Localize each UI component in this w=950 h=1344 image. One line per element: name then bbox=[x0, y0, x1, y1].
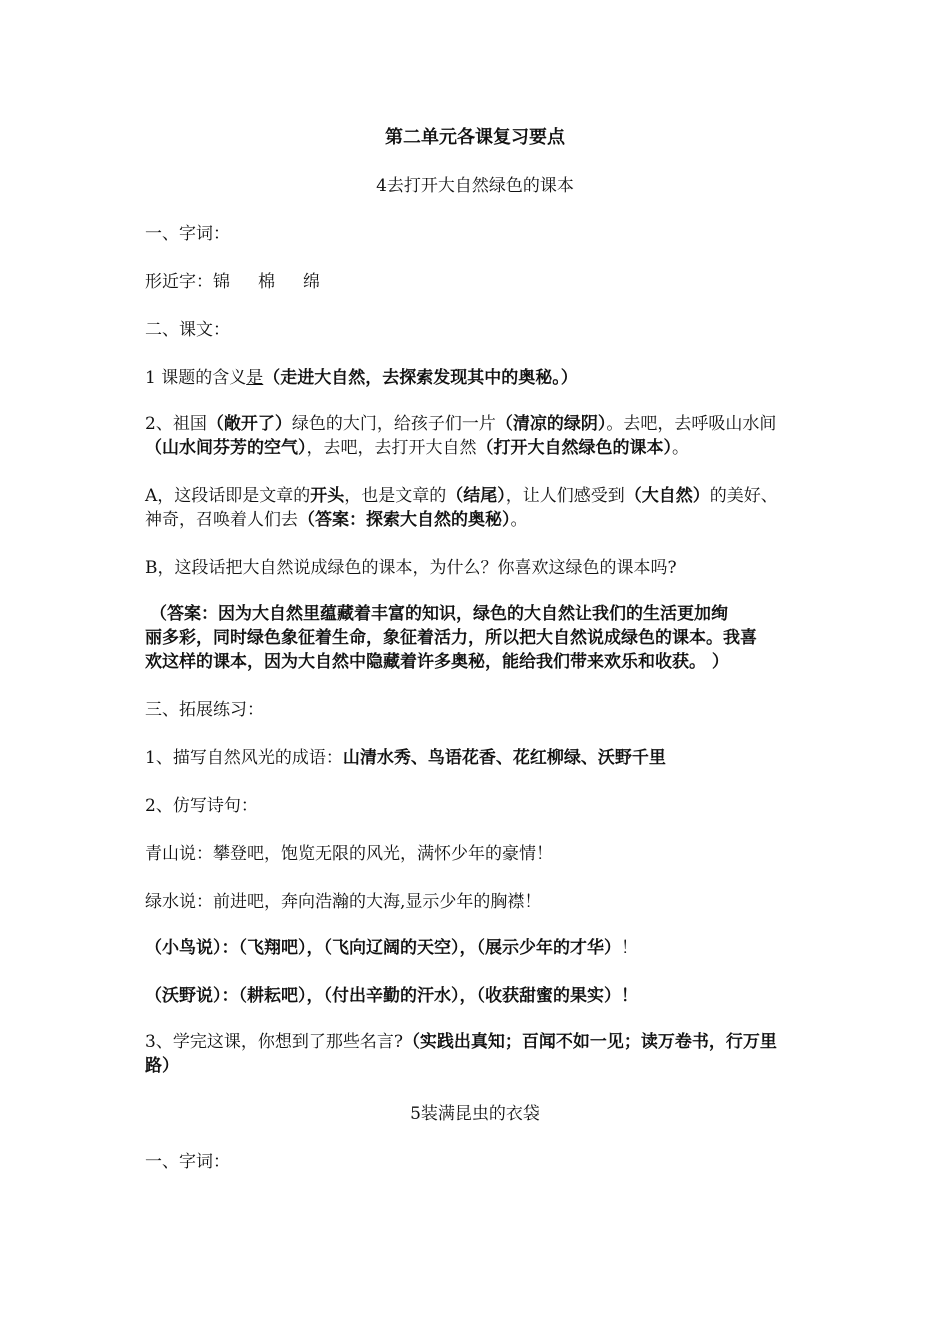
similar-character: 棉 bbox=[258, 272, 275, 292]
section-words-heading: 一、字词： bbox=[145, 224, 230, 244]
lesson4-heading: 4去打开大自然绿色的课本 bbox=[376, 176, 574, 196]
similar-characters-line bbox=[145, 270, 815, 294]
page-title: 第二单元各课复习要点 bbox=[385, 127, 565, 148]
paragraph-2-line-1 bbox=[145, 412, 815, 436]
text: ，让人们感受到 bbox=[505, 486, 625, 506]
answer-text: （打开大自然绿色的课本） bbox=[476, 438, 672, 458]
similar-characters-label: 形近字： bbox=[145, 272, 213, 292]
answer-text: （实践出真知；百闻不如一见；读万卷书，行万里 bbox=[402, 1032, 777, 1052]
text: ，去吧，去打开大自然 bbox=[306, 438, 477, 458]
text: 绿色的大门，给孩子们一片 bbox=[291, 414, 496, 434]
question-text: 1 课题的含义 bbox=[145, 368, 247, 388]
section-text-heading: 二、课文： bbox=[145, 320, 230, 340]
poem-line-3 bbox=[145, 936, 815, 960]
answer-text: （走进大自然，去探索发现其中的奥秘。） bbox=[263, 368, 578, 388]
section-practice-heading: 三、拓展练习： bbox=[145, 700, 264, 720]
imitation-heading: 2、仿写诗句： bbox=[145, 796, 258, 816]
answer-line-1: （答案：因为大自然里蕴藏着丰富的知识，绿色的大自然让我们的生活更加绚 bbox=[150, 604, 728, 624]
answer-text: 山清水秀、鸟语花香、花红柳绿、沃野千里 bbox=[342, 748, 666, 768]
answer-text: （敞开了） bbox=[206, 414, 292, 434]
quotes-line-2: 路） bbox=[145, 1056, 179, 1076]
answer-line-3: 欢这样的课本，因为大自然中隐藏着许多奥秘，能给我们带来欢乐和收获。 ） bbox=[145, 652, 729, 672]
text: 1、描写自然风光的成语： bbox=[145, 748, 343, 768]
answer-text: 开头 bbox=[310, 486, 345, 506]
answer-line-2: 丽多彩，同时绿色象征着生命，象征着活力，所以把大自然说成绿色的课本。我喜 bbox=[145, 628, 757, 648]
paragraph-2-line-2 bbox=[145, 436, 815, 460]
text: 的美好、 bbox=[709, 486, 778, 506]
poem-line-1: 青山说：攀登吧，饱览无限的风光，满怀少年的豪情！ bbox=[145, 844, 553, 864]
text: 。 bbox=[672, 438, 689, 458]
text: 。去吧，去呼吸山水间 bbox=[606, 414, 777, 434]
question-title-meaning bbox=[145, 366, 815, 390]
similar-character: 锦 bbox=[213, 272, 230, 292]
text: ！ bbox=[621, 938, 638, 958]
paragraph-a-line-1 bbox=[145, 484, 815, 508]
underlined-word: 是 bbox=[246, 368, 264, 388]
idioms-line bbox=[145, 746, 815, 770]
text: 神奇，召唤着人们去 bbox=[145, 510, 298, 530]
poem-line-2: 绿水说：前进吧，奔向浩瀚的大海,显示少年的胸襟！ bbox=[145, 892, 542, 912]
quotes-line-1 bbox=[145, 1030, 815, 1054]
lesson5-heading: 5装满昆虫的衣袋 bbox=[410, 1104, 540, 1124]
text: ，也是文章的 bbox=[344, 486, 447, 506]
answer-text: （答案：探索大自然的奥秘） bbox=[298, 510, 511, 530]
answer-text: （大自然） bbox=[624, 486, 710, 506]
poem-line-4: （沃野说）：（耕耘吧），（付出辛勤的汗水），（收获甜蜜的果实）！ bbox=[145, 986, 638, 1006]
answer-text: （山水间芬芳的空气） bbox=[145, 438, 307, 458]
text: 。 bbox=[510, 510, 528, 530]
text: 2、祖国 bbox=[145, 414, 207, 434]
paragraph-b: B，这段话把大自然说成绿色的课本，为什么？你喜欢这绿色的课本吗? bbox=[145, 558, 677, 578]
paragraph-a-line-2 bbox=[145, 508, 815, 532]
answer-text: （清凉的绿阴） bbox=[495, 414, 607, 434]
answer-text: （小鸟说）：（飞翔吧），（飞向辽阔的天空），（展示少年的才华） bbox=[145, 938, 621, 958]
lesson5-words-heading: 一、字词： bbox=[145, 1152, 230, 1172]
answer-text: （结尾） bbox=[446, 486, 506, 506]
text: A，这段话即是文章的 bbox=[145, 486, 311, 506]
text: 3、学完这课，你想到了那些名言? bbox=[145, 1032, 403, 1052]
similar-character: 绵 bbox=[303, 272, 320, 292]
